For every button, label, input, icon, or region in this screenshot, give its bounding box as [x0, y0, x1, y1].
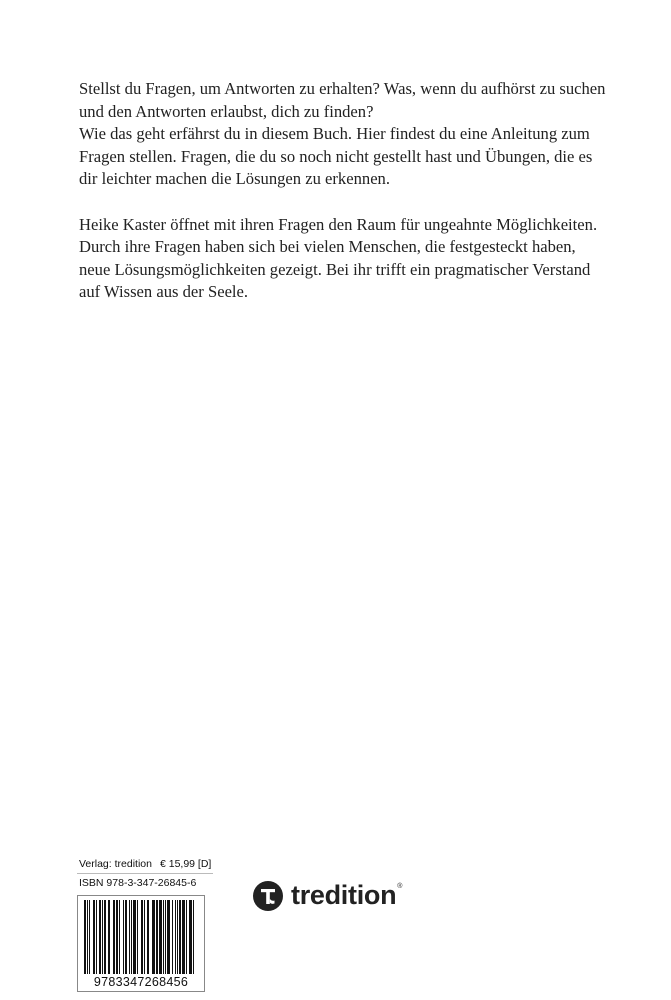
barcode-bar	[156, 900, 158, 974]
blurb-paragraph-1	[79, 78, 639, 191]
barcode-bar	[167, 900, 170, 974]
barcode-bar	[99, 900, 101, 974]
barcode-bar	[137, 900, 138, 974]
barcode-bar	[189, 900, 192, 974]
blurb-line: Heike Kaster öffnet mit ihren Fragen den Raum für ungeahnte Möglichkeiten.	[79, 214, 598, 234]
isbn-label: ISBN 978-3-347-26845-6	[79, 877, 197, 889]
barcode-bar	[96, 900, 97, 974]
registered-mark: ®	[397, 883, 403, 890]
barcode-bar	[108, 900, 110, 974]
blurb-line: dir leichter machen die Lösungen zu erkennen.	[79, 169, 391, 188]
barcode-bar	[182, 900, 185, 974]
blurb-paragraph-2	[79, 214, 639, 304]
publisher-logo	[253, 880, 402, 911]
barcode-bar	[147, 900, 149, 974]
barcode-bar	[163, 900, 164, 974]
barcode-bar	[89, 900, 90, 974]
barcode-bar	[104, 900, 106, 974]
barcode-bar	[87, 900, 88, 974]
publisher-label: Verlag: tredition	[79, 858, 152, 870]
barcode-bar	[133, 900, 136, 974]
barcode-bar	[113, 900, 115, 974]
barcode-bar	[123, 900, 124, 974]
barcode-bar	[129, 900, 130, 974]
barcode	[77, 895, 205, 992]
barcode-bar	[119, 900, 120, 974]
price-label: € 15,99 [D]	[159, 858, 212, 870]
barcode-bar	[131, 900, 132, 974]
barcode-bar	[186, 900, 187, 974]
blurb-line: Stellst du Fragen, um Antworten zu erhalten? Was, wenn du aufhörst zu suchen	[79, 79, 606, 98]
barcode-bar	[125, 900, 127, 974]
blurb-line: neue Lösungsmöglichkeiten gezeigt. Bei ihr trifft ein pragmatischer Verstand	[79, 259, 591, 279]
back-cover-blurb	[79, 78, 639, 327]
barcode-bar	[179, 900, 181, 974]
barcode-bars	[83, 900, 199, 974]
blurb-line: Fragen stellen. Fragen, die du so noch nicht gestellt hast und Übungen, die es	[79, 146, 593, 166]
tredition-logo-icon	[253, 881, 283, 911]
barcode-bar	[177, 900, 178, 974]
barcode-digits: 9783347268456	[93, 975, 189, 989]
barcode-bar	[141, 900, 143, 974]
barcode-bar	[116, 900, 118, 974]
blurb-line: Wie das geht erfährst du in diesem Buch. Hier findest du eine Anleitung zum	[79, 124, 590, 143]
blurb-line: und den Antworten erlaubst, dich zu finden?	[79, 101, 374, 121]
barcode-bar	[152, 900, 155, 974]
barcode-bar	[193, 900, 194, 974]
barcode-bar	[175, 900, 176, 974]
blurb-line: auf Wissen aus der Seele.	[79, 282, 249, 301]
blurb-line: Durch ihre Fragen haben sich bei vielen Menschen, die festgesteckt haben,	[79, 237, 576, 256]
barcode-bar	[102, 900, 103, 974]
barcode-bar	[84, 900, 86, 974]
barcode-bar	[172, 900, 173, 974]
barcode-bar	[159, 900, 162, 974]
barcode-bar	[165, 900, 166, 974]
logo-wordmark: tredition	[291, 880, 397, 910]
barcode-bar	[144, 900, 145, 974]
barcode-bar	[93, 900, 95, 974]
imprint-barcode-box	[77, 857, 213, 992]
publisher-price-line	[77, 857, 213, 874]
